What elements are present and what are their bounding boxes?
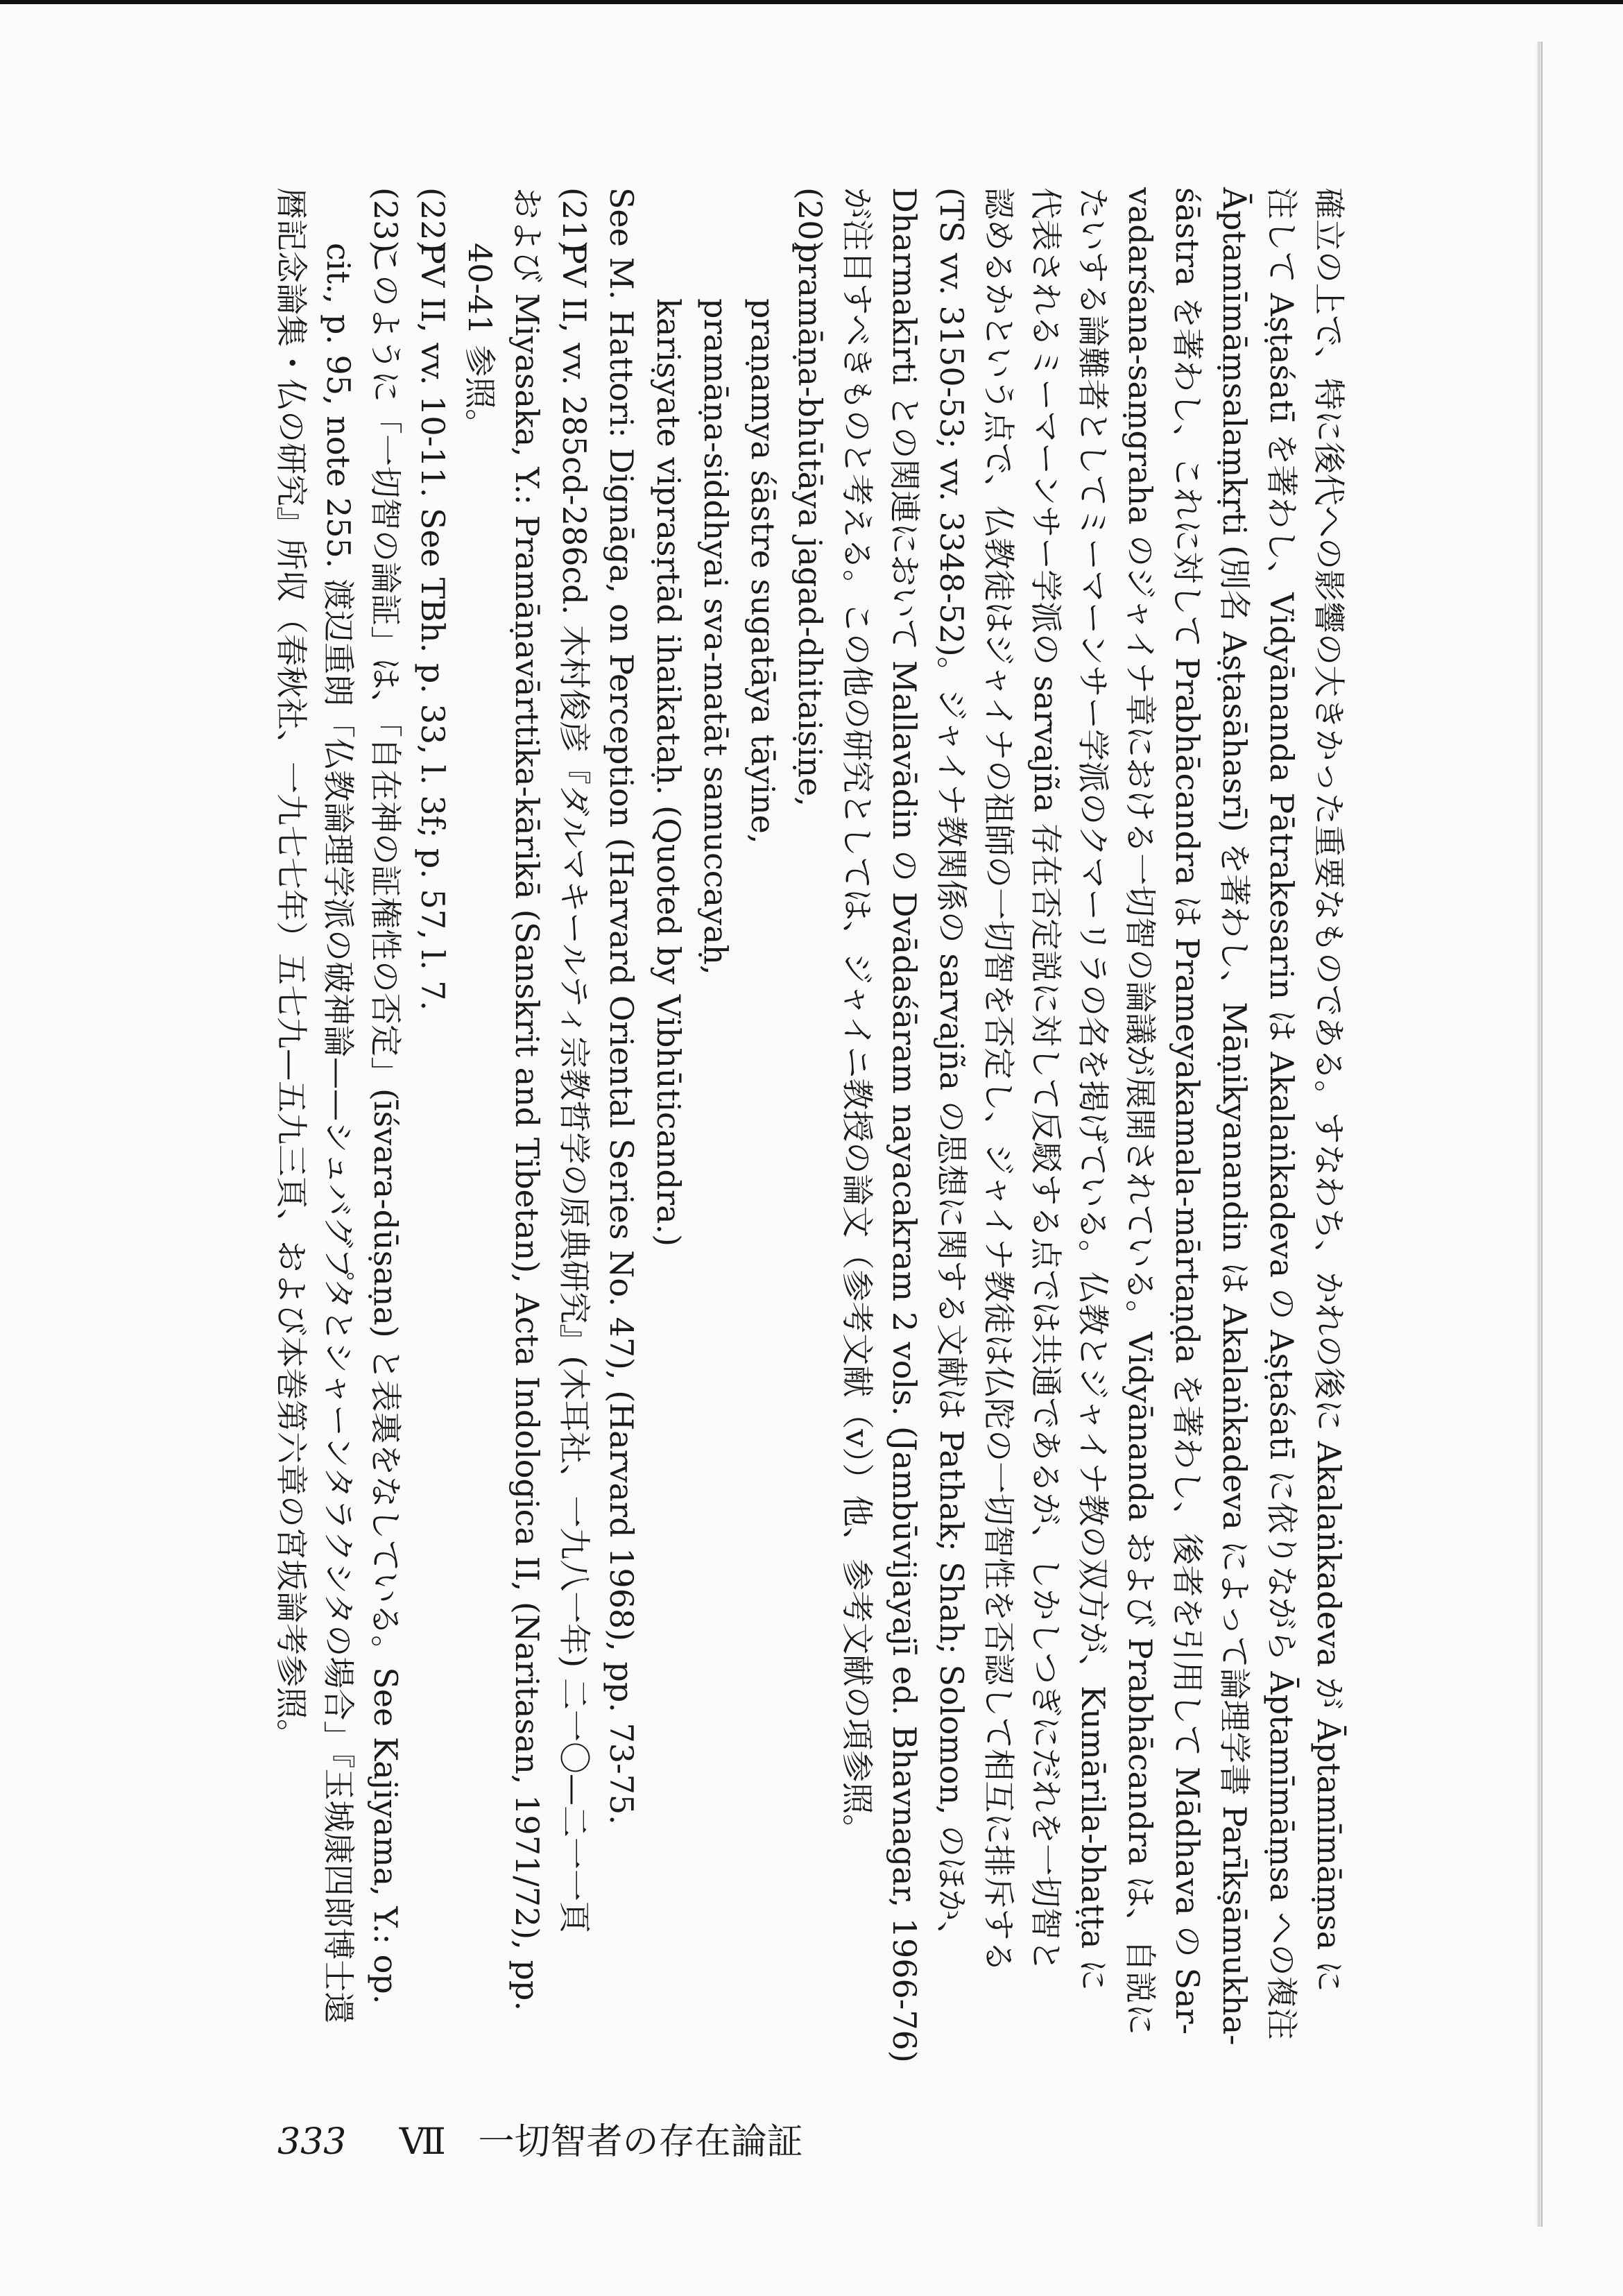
body-line: Āptamīmāṃsalaṃkṛti (別名 Aṣṭasāhasrī) を著わし、Māṇikyanandin は Akalaṅkadeva によって論理学書 Parīkṣāmukha-: [1216, 187, 1253, 2046]
note-number: (21): [556, 187, 593, 253]
note-text: cit., p. 95, note 255. 渡辺重朗「仏教論理学派の破神論——シュバグプタとシャーンタラクシタの場合」『玉城康四郎博士還: [320, 243, 357, 2024]
note-verse: kariṣyate viprasṛtād ihaikataḥ. (Quoted by Vibhūticandra.): [650, 298, 687, 1247]
note-reference: See M. Hattori: Dignāga, on Perception (Harvard Oriental Series No. 47), (Harvard 1968), pp. 73-75.: [603, 187, 640, 1825]
note-20: [787, 187, 834, 1894]
note-verse: praṇamya śāstre sugatāya tāyine,: [744, 298, 782, 844]
page-footer: [277, 2112, 802, 2164]
body-line: Dharmakīrti との関連において Mallavādin の Dvādaśāram nayacakram 2 vols. (Jambūvijayajī ed. Bhavnagar, 1966-76): [886, 187, 923, 2063]
note-verse: pramāṇa-bhūtāya jagad-dhitaiṣiṇe,: [791, 243, 829, 807]
body-line: が注目すべきものと考える。この他の研究としては、ジャイニ教授の論文（参考文献（v））他、参考文献の項参照。: [839, 187, 876, 1847]
note-21: [551, 187, 598, 1933]
page-number: 333: [277, 2121, 347, 2163]
note-text: および Miyasaka, Y.: Pramāṇavārttika-kārikā (Sanskrit and Tibetan), Acta Indologica II, (Naritasan, 1971/72), pp.: [508, 187, 546, 2011]
body-line: たいする論難者としてミーマーンサー学派のクマーリラの名を掲げている。仏教とジャイナ教の双方が、Kumārila-bhaṭṭa に: [1074, 187, 1112, 1991]
text-block: [173, 187, 1352, 2063]
body-line: 確立の上で、特に後代への影響の大きかった重要なものである。すなわち、かれの後に Akalaṅkadeva が Āptamīmāṃsa に: [1310, 187, 1348, 1992]
body-line: 代表されるミーマーンサー学派の sarvajña 存在否定説に対して反駁する点では共通であるが、しかしつぎにだれを一切智と: [1027, 187, 1065, 1972]
body-line: 認めるかという点で、仏教徒はジャイナの祖師の一切智を否定し、ジャイナ教徒は仏陀の一切智性を否認して相互に排斥する: [980, 187, 1017, 1973]
note-text: このように「一切智の論証」は、「自在神の証権性の否定」(īśvara-dūṣaṇa) と表裏をなしている。See Kajiyama, Y.: op.: [367, 243, 404, 2005]
binding-edge: [1541, 42, 1543, 2227]
note-text: 暦記念論集・仏の研究』所収（春秋社、一九七七年）五七九—五九三頁、および本巻第六章の宮坂論考参照。: [273, 187, 310, 1751]
top-rule: [0, 0, 1623, 4]
note-23: [362, 187, 409, 2005]
chapter-number: Ⅶ: [399, 2121, 446, 2163]
note-number: (20): [791, 187, 829, 253]
body-line: śāstra を著わし、これに対して Prabhācandra は Prameyakamala-mārtaṇḍa を著わし、後者を引用して Mādhava の Sar-: [1169, 187, 1206, 2035]
body-line: (TS vv. 3150-53; vv. 3348-52)。ジャイナ教関係の sarvajña の思想に関する文献は Pathak; Shah; Solomon, のほか、: [933, 187, 970, 1953]
note-text: PV II, vv. 285cd-286cd. 木村俊彦『ダルマキールティ宗教哲学の原典研究』(木耳社、一九八一年) 二一〇—二一一頁: [556, 243, 593, 1933]
note-number: (22): [414, 187, 452, 253]
note-text: 40-41 参照。: [461, 243, 499, 441]
note-number: (23): [367, 187, 404, 253]
note-verse: pramāṇa-siddhyai sva-matāt samuccayaḥ,: [697, 298, 735, 975]
body-line: vadarśana-saṃgraha のジャイナ章における一切智の論議が展開されている。Vidyānanda および Prabhācandra は、自説に: [1122, 187, 1159, 2036]
body-line: 注して Aṣṭaśatī を著わし、Vidyānanda Pātrakesarin は Akalaṅkadeva の Aṣṭaśatī に依りながら Āptamīmāṃsa への複注: [1263, 187, 1300, 2040]
note-text: PV II, vv. 10-11. See TBh. p. 33, l. 3f; p. 57, l. 7.: [414, 243, 452, 1011]
note-22: [409, 187, 456, 1894]
chapter-title: 一切智者の存在論証: [478, 2121, 803, 2163]
rotated-text-frame: [173, 187, 1352, 2063]
